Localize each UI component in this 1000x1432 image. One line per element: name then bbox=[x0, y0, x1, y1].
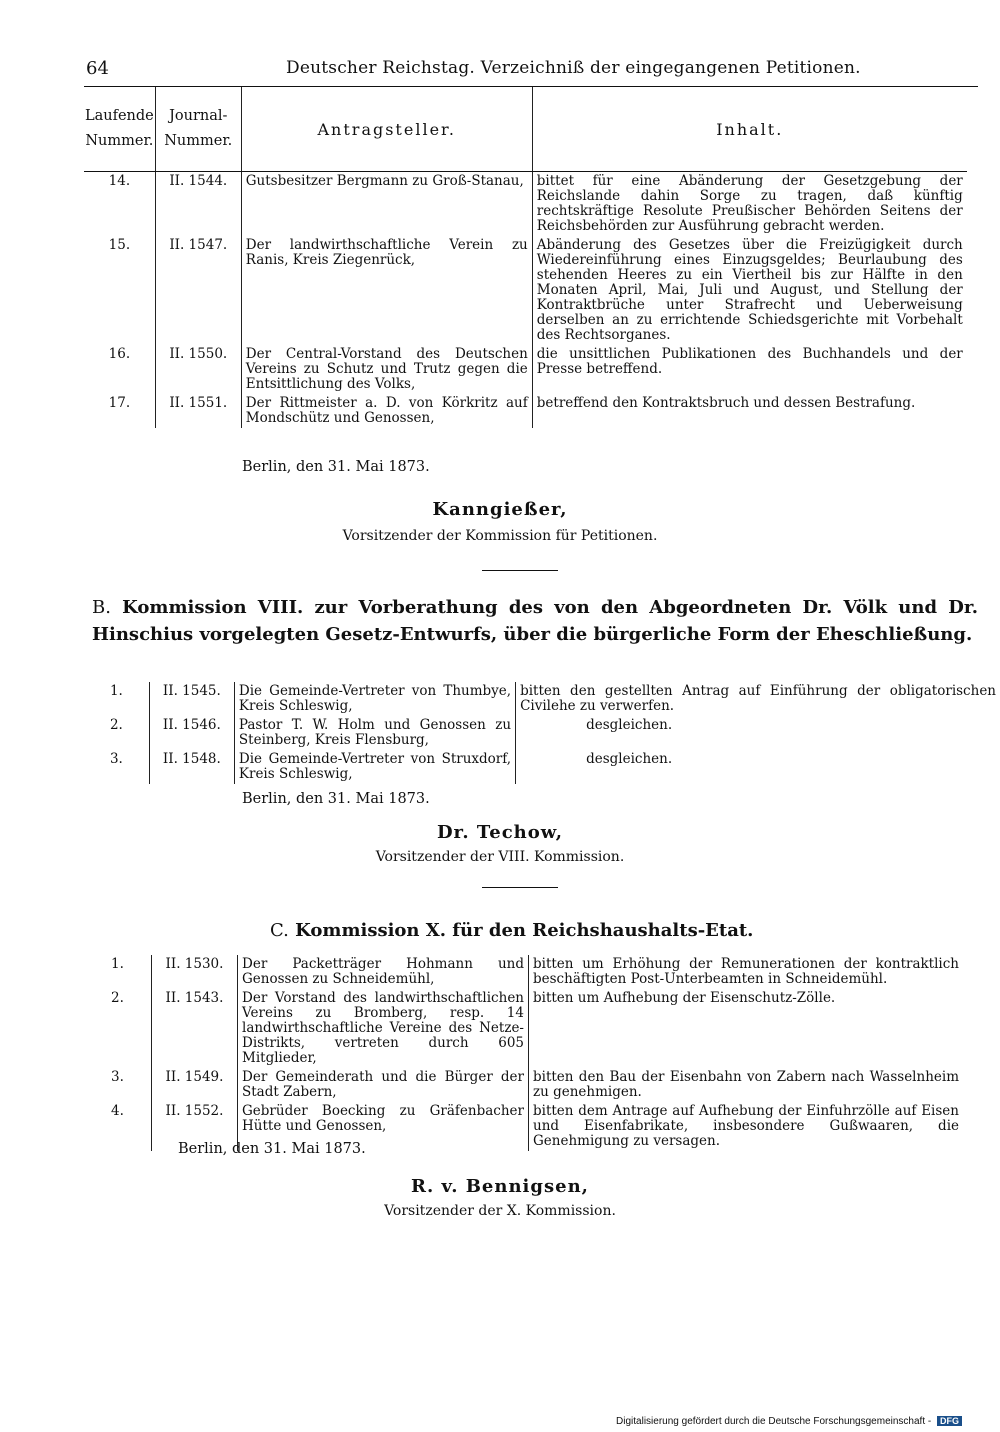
footer-text: Digitalisierung gefördert durch die Deutsche Forschungsgemeinschaft - bbox=[616, 1416, 932, 1427]
petition-content: bitten dem Antrage auf Aufhebung der Einfuhrzölle auf Eisen und Eisenfabrikate, insbesondere Gußwaaren, die Genehmigung zu versagen. bbox=[529, 1102, 964, 1151]
journal-number: II. 1546. bbox=[149, 716, 234, 750]
date-line-a: Berlin, den 31. Mai 1873. bbox=[242, 459, 430, 475]
separator-rule-2 bbox=[482, 887, 558, 888]
date-line-c: Berlin, den 31. Mai 1873. bbox=[178, 1141, 366, 1157]
table-row bbox=[84, 394, 967, 428]
journal-number: II. 1530. bbox=[152, 955, 238, 989]
section-heading-c bbox=[270, 917, 970, 944]
signature-a: Kanngießer, bbox=[432, 499, 568, 520]
signature-role-c: Vorsitzender der X. Kommission. bbox=[384, 1203, 616, 1219]
journal-number: II. 1552. bbox=[152, 1102, 238, 1151]
petition-content: die unsittlichen Publikationen des Buchhandels und der Presse betreffend. bbox=[532, 345, 967, 394]
table-row bbox=[84, 682, 1000, 716]
row-number: 3. bbox=[109, 751, 123, 767]
row-number: 14. bbox=[108, 173, 131, 189]
footer-note bbox=[616, 1416, 962, 1427]
row-number: 17. bbox=[108, 395, 131, 411]
table-row bbox=[84, 955, 963, 989]
table-row bbox=[84, 345, 967, 394]
signature-c: R. v. Bennigsen, bbox=[411, 1176, 589, 1197]
petition-content: bitten um Erhöhung der Remunerationen der kontraktlich beschäftigten Post-Unterbeamten in Schneidemühl. bbox=[529, 955, 964, 989]
row-number: 15. bbox=[108, 237, 131, 253]
petition-content: bitten den gestellten Antrag auf Einführung der obligatorischen Civilehe zu verwerfen. bbox=[516, 682, 1000, 716]
column-header-inhalt: Inhalt. bbox=[532, 87, 967, 172]
petitioner: Der Central-Vorstand des Deutschen Vereins zu Schutz und Trutz gegen die Entsittlichung des Volks, bbox=[241, 345, 532, 394]
table-row bbox=[84, 716, 1000, 750]
journal-number: II. 1549. bbox=[152, 1068, 238, 1102]
running-title: Deutscher Reichstag. Verzeichniß der eingegangenen Petitionen. bbox=[286, 58, 861, 78]
row-number: 16. bbox=[108, 346, 131, 362]
signature-b: Dr. Techow, bbox=[436, 822, 564, 843]
journal-number: II. 1543. bbox=[152, 989, 238, 1068]
journal-number: II. 1544. bbox=[155, 172, 241, 237]
journal-number: II. 1547. bbox=[155, 236, 241, 345]
journal-number: II. 1550. bbox=[155, 345, 241, 394]
petition-content: bittet für eine Abänderung der Gesetzgebung der Reichslande dahin Sorge zu tragen, daß künftig rechtskräftige Resolute Preußischer Behörden Seitens der Reichsbehörden zur Ausführung gebracht werden. bbox=[532, 172, 967, 237]
table-row bbox=[84, 989, 963, 1068]
table-row bbox=[84, 236, 967, 345]
table-row bbox=[84, 172, 967, 237]
petitioner: Der landwirthschaftliche Verein zu Ranis, Kreis Ziegenrück, bbox=[241, 236, 532, 345]
petitioner: Die Gemeinde-Vertreter von Thumbye, Kreis Schleswig, bbox=[234, 682, 515, 716]
petitioner: Pastor T. W. Holm und Genossen zu Steinberg, Kreis Flensburg, bbox=[234, 716, 515, 750]
dfg-logo: DFG bbox=[937, 1416, 962, 1426]
petition-content: desgleichen. bbox=[516, 750, 1000, 784]
journal-number: II. 1545. bbox=[149, 682, 234, 716]
petitioner: Die Gemeinde-Vertreter von Struxdorf, Kreis Schleswig, bbox=[234, 750, 515, 784]
journal-number: II. 1548. bbox=[149, 750, 234, 784]
row-number: 2. bbox=[111, 990, 124, 1006]
table-row bbox=[84, 750, 1000, 784]
row-number: 1. bbox=[111, 956, 124, 972]
column-header-journal: Journal- Nummer. bbox=[155, 87, 241, 172]
column-header-antragsteller: Antragsteller. bbox=[241, 87, 532, 172]
date-line-b: Berlin, den 31. Mai 1873. bbox=[242, 791, 430, 807]
signature-role-a: Vorsitzender der Kommission für Petitionen. bbox=[342, 528, 658, 544]
section-heading-b bbox=[92, 594, 978, 648]
petitioner: Gebrüder Boecking zu Gräfenbacher Hütte und Genossen, bbox=[238, 1102, 529, 1151]
journal-number: II. 1551. bbox=[155, 394, 241, 428]
column-header-laufende: Laufende Nummer. bbox=[84, 87, 155, 172]
page-number: 64 bbox=[86, 58, 109, 79]
section-title-b: Kommission VIII. zur Vorberathung des von den Abgeordneten Dr. Völk und Dr. Hinschius vorgelegten Gesetz-Entwurfs, über die bürgerliche Form der Eheschließung. bbox=[92, 597, 978, 645]
table-body-a bbox=[84, 172, 967, 429]
petitioner: Der Vorstand des landwirthschaftlichen Vereins zu Bromberg, resp. 14 landwirthschaftliche Vereine des Netze-Distrikts, vertreten durch 605 Mitglieder, bbox=[238, 989, 529, 1068]
petitioner: Der Rittmeister a. D. von Körkritz auf Mondschütz und Genossen, bbox=[241, 394, 532, 428]
section-title-c: Kommission X. für den Reichshaushalts-Etat. bbox=[295, 920, 754, 941]
signature-role-b: Vorsitzender der VIII. Kommission. bbox=[375, 849, 625, 865]
petitioner: Gutsbesitzer Bergmann zu Groß-Stanau, bbox=[241, 172, 532, 237]
row-number: 3. bbox=[111, 1069, 124, 1085]
petition-table-a bbox=[84, 87, 967, 428]
petition-table-b bbox=[84, 682, 1000, 784]
section-letter-b: B. bbox=[92, 597, 111, 618]
petition-content: desgleichen. bbox=[516, 716, 1000, 750]
petition-content: bitten den Bau der Eisenbahn von Zabern nach Wasselnheim zu genehmigen. bbox=[529, 1068, 964, 1102]
petitioner: Der Gemeinderath und die Bürger der Stadt Zabern, bbox=[238, 1068, 529, 1102]
table-row bbox=[84, 1068, 963, 1102]
row-number: 2. bbox=[109, 717, 123, 733]
table-body-b bbox=[84, 682, 1000, 784]
petition-table-c bbox=[84, 955, 963, 1151]
table-body-c bbox=[84, 955, 963, 1151]
separator-rule-1 bbox=[482, 570, 558, 571]
petitioner: Der Packetträger Hohmann und Genossen zu Schneidemühl, bbox=[238, 955, 529, 989]
petition-content: betreffend den Kontraktsbruch und dessen Bestrafung. bbox=[532, 394, 967, 428]
section-letter-c: C. bbox=[270, 920, 289, 941]
row-number: 4. bbox=[111, 1103, 124, 1119]
petition-content: Abänderung des Gesetzes über die Freizügigkeit durch Wiedereinführung eines Einzugsgeldes; Beurlaubung des stehenden Heeres zu ein Viertheil bis zur Hälfte in den Monaten April, Mai, Juli und August, und Stellung der Kontraktbrüche unter Strafrecht und Ueberweisung derselben an zu errichtende Schiedsgerichte mit Vorbehalt des Rechtsorganes. bbox=[532, 236, 967, 345]
row-number: 1. bbox=[109, 683, 123, 699]
petition-content: bitten um Aufhebung der Eisenschutz-Zölle. bbox=[529, 989, 964, 1068]
